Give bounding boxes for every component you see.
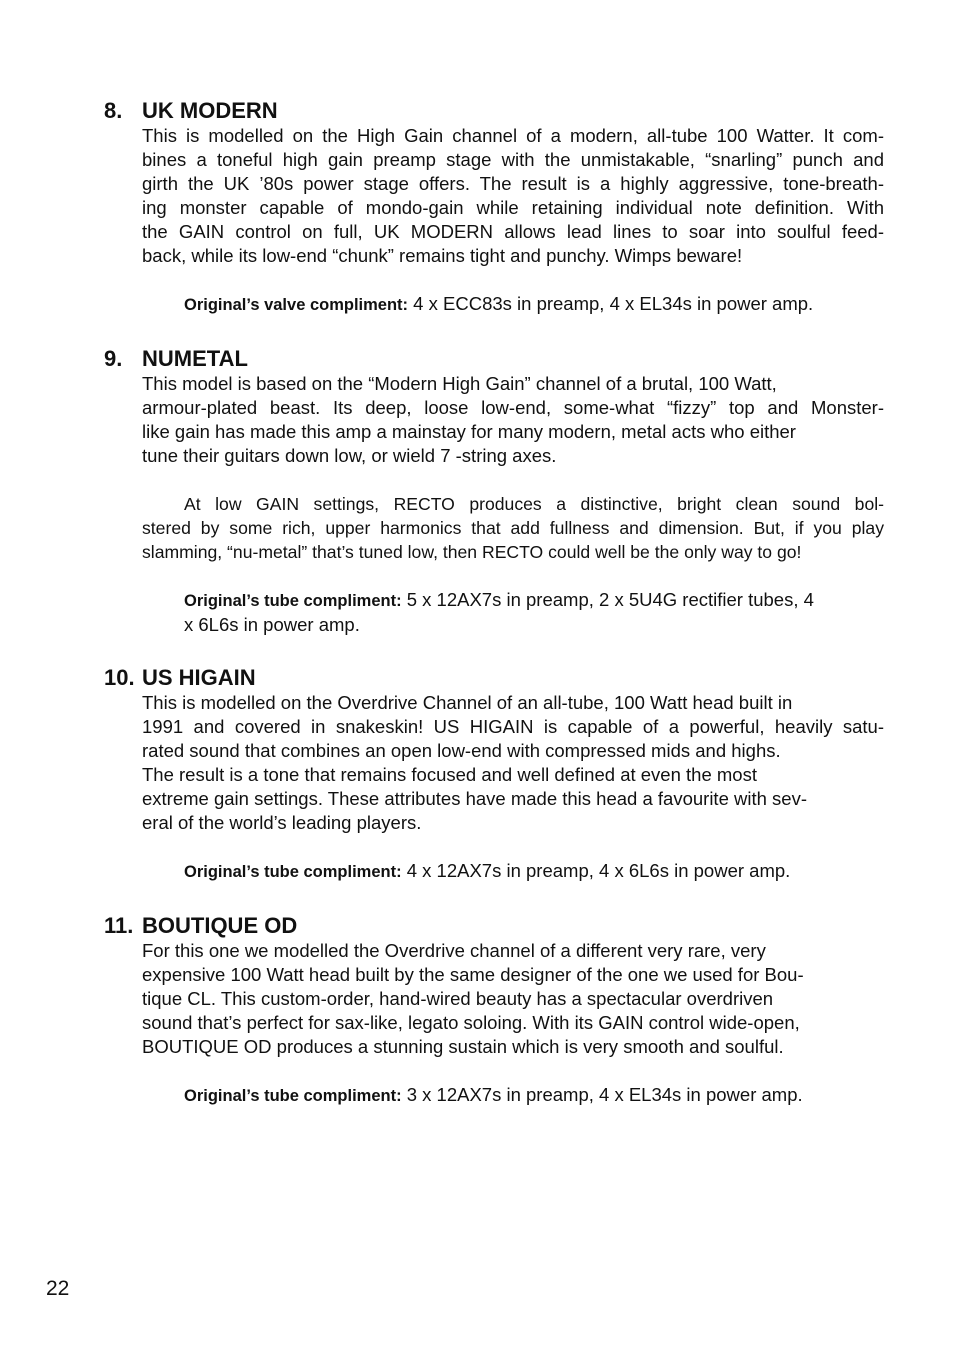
body-line: 1991 and covered in snakeskin! US HIGAIN is capable of a powerful, heavily satu- — [142, 716, 884, 737]
section-body — [142, 372, 884, 468]
section-number: 11. — [104, 913, 134, 938]
section-title: BOUTIQUE OD — [142, 913, 298, 938]
component-note — [184, 1083, 884, 1108]
body-line: girth the UK ’80s power stage offers. The result is a highly aggressive, tone-breath- — [142, 173, 884, 194]
body-line: sound that’s perfect for sax-like, legato soloing. With its GAIN control wide-open, — [142, 1012, 800, 1033]
body-line: expensive 100 Watt head built by the same designer of the one we used for Bou- — [142, 964, 804, 985]
component-note — [184, 859, 884, 884]
body-line: rated sound that combines an open low-end with compressed mids and highs. — [142, 740, 781, 761]
note-text: 4 x ECC83s in preamp, 4 x EL34s in power amp. — [408, 293, 814, 314]
note-text: 5 x 12AX7s in preamp, 2 x 5U4G rectifier tubes, 4 — [401, 589, 814, 610]
body-line: This is modelled on the Overdrive Channel of an all-tube, 100 Watt head built in — [142, 692, 793, 713]
body-line: back, while its low-end “chunk” remains tight and punchy. Wimps beware! — [142, 245, 743, 266]
section-uk-modern — [104, 98, 884, 317]
body-line: tune their guitars down low, or wield 7 -string axes. — [142, 445, 557, 466]
note-text: 3 x 12AX7s in preamp, 4 x EL34s in power amp. — [401, 1084, 803, 1105]
component-note — [184, 292, 884, 317]
note-text: x 6L6s in power amp. — [184, 614, 360, 635]
body-line: This model is based on the “Modern High Gain” channel of a brutal, 100 Watt, — [142, 373, 777, 394]
section-us-higain — [104, 665, 884, 884]
section-body — [142, 691, 884, 835]
body-line: bines a toneful high gain preamp stage with the unmistakable, “snarling” punch and — [142, 149, 884, 170]
section-number: 9. — [104, 346, 123, 371]
section-heading — [104, 98, 884, 124]
body-line: This is modelled on the High Gain channel of a modern, all-tube 100 Watter. It com- — [142, 125, 884, 146]
body-line: tique CL. This custom-order, hand-wired beauty has a spectacular overdriven — [142, 988, 774, 1009]
section-numetal — [104, 346, 884, 637]
note-label: Original’s valve compliment: — [184, 296, 409, 314]
note-label: Original’s tube compliment: — [184, 863, 402, 881]
body-line: armour-plated beast. Its deep, loose low-end, some-what “fizzy” top and Monster- — [142, 397, 884, 418]
section-heading — [104, 665, 884, 691]
body-line: like gain has made this amp a mainstay for many modern, metal acts who either — [142, 421, 796, 442]
body-line: The result is a tone that remains focused and well defined at even the most — [142, 764, 757, 785]
note-text: 4 x 12AX7s in preamp, 4 x 6L6s in power amp. — [401, 860, 791, 881]
section-heading — [104, 346, 884, 372]
body-line: At low GAIN settings, RECTO produces a distinctive, bright clean sound bol- — [184, 494, 884, 514]
section-heading — [104, 913, 884, 939]
note-label: Original’s tube compliment: — [184, 1087, 402, 1105]
body-line: extreme gain settings. These attributes have made this head a favourite with sev- — [142, 788, 807, 809]
section-paragraph — [142, 492, 884, 564]
section-title: UK MODERN — [142, 98, 278, 123]
body-line: BOUTIQUE OD produces a stunning sustain which is very smooth and soulful. — [142, 1036, 784, 1057]
body-line: slamming, “nu-metal” that’s tuned low, then RECTO could well be the only way to go! — [142, 542, 802, 562]
section-title: US HIGAIN — [142, 665, 256, 690]
body-line: the GAIN control on full, UK MODERN allows lead lines to soar into soulful feed- — [142, 221, 884, 242]
section-body — [142, 124, 884, 268]
section-body — [142, 939, 884, 1059]
body-line: For this one we modelled the Overdrive channel of a different very rare, very — [142, 940, 766, 961]
section-title: NUMETAL — [142, 346, 248, 371]
section-number: 10. — [104, 665, 135, 690]
body-line: eral of the world’s leading players. — [142, 812, 422, 833]
note-label: Original’s tube compliment: — [184, 592, 402, 610]
section-number: 8. — [104, 98, 123, 123]
section-boutique-od — [104, 913, 884, 1108]
page-number: 22 — [46, 1277, 70, 1300]
body-line: stered by some rich, upper harmonics that add fullness and dimension. But, if you play — [142, 518, 884, 538]
component-note — [184, 588, 884, 637]
body-line: ing monster capable of mondo-gain while retaining individual note definition. With — [142, 197, 884, 218]
